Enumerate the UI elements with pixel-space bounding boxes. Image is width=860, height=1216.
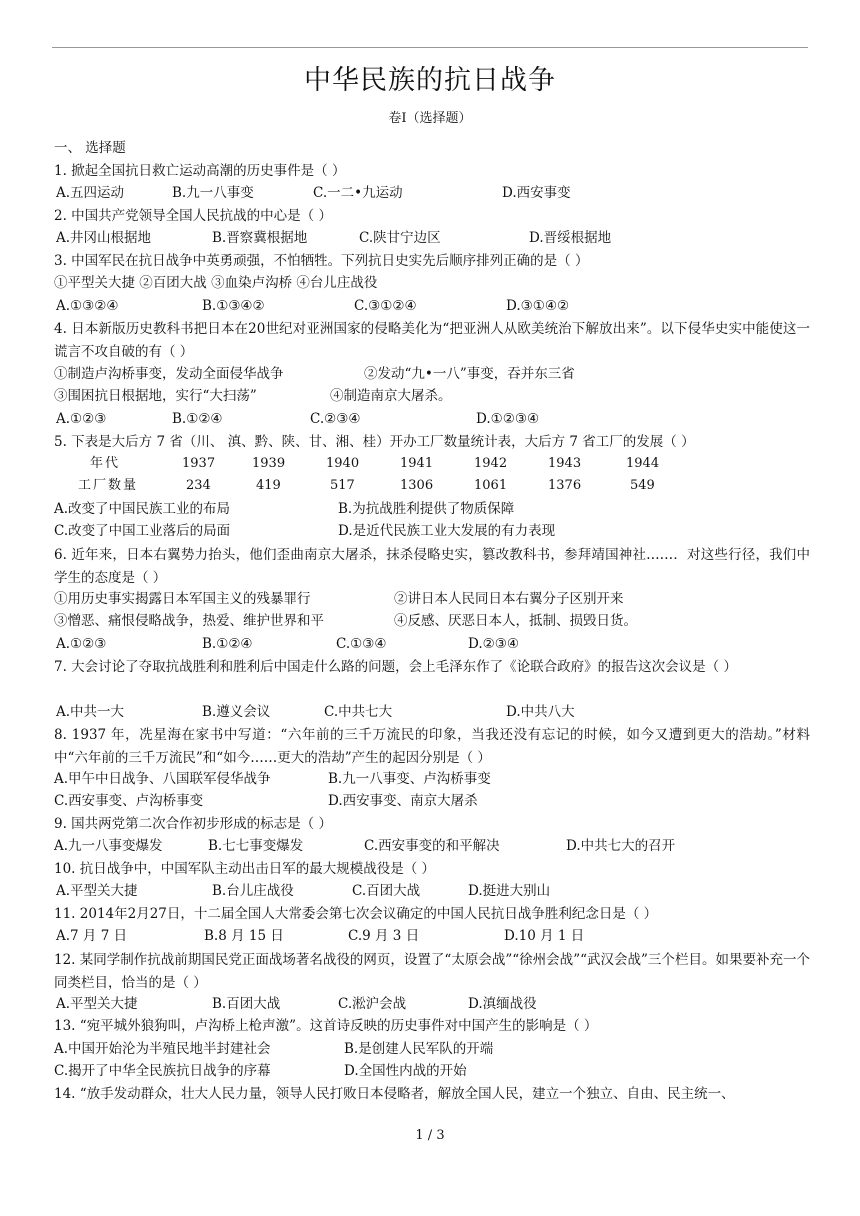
question-5-stem: 5. 下表是大后方 7 省（川、 滇、黔、陕、甘、湘、桂）开办工厂数量统计表，大后方 7 省工厂的发展（ ） [54, 434, 695, 450]
option-a: A.五四运动 [56, 185, 125, 201]
question-12-options [54, 994, 810, 1014]
page-number: 1 / 3 [415, 1128, 445, 1143]
question-4-items-row-2 [54, 386, 810, 406]
table-cell: 1942 [474, 456, 508, 471]
question-8-options-row-2 [54, 791, 810, 811]
question-1-options [54, 183, 810, 203]
option-b: B.是创建人民军队的开端 [344, 1041, 494, 1057]
table-header-counts: 工厂数量 [78, 478, 139, 493]
option-d: D.是近代民族工业大发展的有力表现 [338, 523, 556, 539]
option-d: D.②③④ [468, 636, 519, 652]
option-d: D.中共八大 [506, 704, 575, 720]
question-4-items-row-1 [54, 364, 810, 384]
question-7-stem: 7. 大会讨论了夺取抗战胜利和胜利后中国走什么路的问题，会上毛泽东作了《论联合政府》的报告这次会议是（ ） [54, 659, 737, 675]
question-9-stem: 9. 国共两党第二次合作初步形成的标志是（ ） [54, 816, 332, 832]
document-title: 中华民族的抗日战争 [304, 65, 556, 96]
question-5-options-row-2 [54, 521, 810, 541]
section-heading: 一、 选择题 [54, 140, 126, 156]
item-3: ③围困抗日根据地，实行“大扫荡” [54, 388, 257, 404]
table-cell: 1306 [400, 478, 434, 493]
option-c: C.中共七大 [324, 704, 393, 720]
option-c: C.一二•九运动 [313, 185, 403, 201]
option-a: A.中国开始沦为半殖民地半封建社会 [54, 1041, 271, 1057]
option-c: C.西安事变、卢沟桥事变 [54, 793, 204, 809]
question-6-options [54, 634, 810, 654]
question-11-options [54, 926, 810, 946]
table-cell: 1937 [182, 456, 216, 471]
table-cell: 1943 [548, 456, 582, 471]
option-a: A.7 月 7 日 [56, 928, 128, 944]
option-d: D.①②③④ [476, 411, 540, 427]
option-d: D.西安事变、南京大屠杀 [328, 793, 478, 809]
question-6-items-row-2 [54, 611, 810, 631]
table-cell: 1061 [474, 478, 508, 493]
question-10-stem: 10. 抗日战争中，中国军队主动出击日军的最大规模战役是（ ） [54, 861, 436, 877]
option-c: C.揭开了中华全民族抗日战争的序幕 [54, 1063, 271, 1079]
option-b: B.九一八事变、卢沟桥事变 [328, 771, 491, 787]
question-6-stem: 6. 近年来，日本右翼势力抬头，他们歪曲南京大屠杀，抹杀侵略史实，篡改教科书，参拜靖国神社……．对这些行径，我们中学生的态度是（ ） [54, 547, 810, 586]
option-b: B.①②④ [202, 636, 253, 652]
table-cell: 1940 [326, 456, 360, 471]
option-c: C.淞沪会战 [338, 996, 407, 1012]
option-b: B.晋察冀根据地 [212, 230, 308, 246]
question-8-stem: 8. 1937 年，冼星海在家书中写道：“六年前的三千万流民的印象，当我还没有忘记的时候，如今又遭到更大的浩劫。”材料中“六年前的三千万流民”和“如今……更大的浩劫”产生的起因分别是（ ） [54, 727, 810, 766]
header-rule [52, 47, 808, 48]
option-b: B.九一八事变 [172, 185, 254, 201]
question-8-options-row-1 [54, 769, 810, 789]
document-subtitle: 卷Ⅰ（选择题） [388, 111, 472, 126]
option-c: C.③①②④ [354, 298, 417, 314]
option-a: A.中共一大 [56, 704, 125, 720]
option-d: D.晋绥根据地 [529, 230, 612, 246]
item-2: ②讲日本人民同日本右翼分子区别开来 [394, 591, 624, 607]
question-13-stem: 13. “宛平城外狼狗叫，卢沟桥上枪声激”。这首诗反映的历史事件对中国产生的影响是（ ） [54, 1018, 598, 1034]
option-b: B.台儿庄战役 [212, 883, 294, 899]
table-cell: 1944 [626, 456, 660, 471]
question-7-options [54, 702, 810, 722]
option-a: A.平型关大捷 [56, 996, 138, 1012]
question-4-stem: 4. 日本新版历史教科书把日本在20世纪对亚洲国家的侵略美化为“把亚洲人从欧美统治下解放出来”。以下侵华史实中能使这一谎言不攻自破的有（ ） [54, 321, 810, 360]
option-a: A.九一八事变爆发 [54, 838, 163, 854]
option-c: C.改变了中国工业落后的局面 [54, 523, 231, 539]
table-cell: 234 [186, 478, 211, 493]
item-1: ①用历史事实揭露日本军国主义的残暴罪行 [54, 591, 311, 607]
question-6-items-row-1 [54, 589, 810, 609]
option-d: D.西安事变 [502, 185, 571, 201]
table-cell: 1376 [548, 478, 582, 493]
question-3-options [54, 296, 810, 316]
option-c: C.②③④ [310, 411, 361, 427]
option-a: A.①②③ [56, 411, 107, 427]
table-cell: 517 [330, 478, 355, 493]
question-11-stem: 11. 2014年2月27日，十二届全国人大常委会第七次会议确定的中国人民抗日战争胜利纪念日是（ ） [54, 906, 658, 922]
option-a: A.①③②④ [56, 298, 119, 314]
option-c: C.百团大战 [352, 883, 421, 899]
option-b: B.遵义会议 [202, 704, 271, 720]
option-d: D.滇缅战役 [468, 996, 537, 1012]
question-1-stem: 1. 掀起全国抗日救亡运动高潮的历史事件是（ ） [54, 163, 346, 179]
option-d: D.10 月 1 日 [504, 928, 585, 944]
question-14-stem: 14. “放手发动群众，壮大人民力量，领导人民打败日本侵略者，解放全国人民，建立一个独立、自由、民主统一、 [54, 1086, 735, 1102]
option-d: D.③①④② [506, 298, 570, 314]
option-b: B.七七事变爆发 [208, 838, 304, 854]
option-c: C.西安事变的和平解决 [364, 838, 500, 854]
option-a: A.①②③ [56, 636, 107, 652]
option-b: B.百团大战 [212, 996, 281, 1012]
question-10-options [54, 881, 810, 901]
option-c: C.陕甘宁边区 [359, 230, 441, 246]
option-d: D.全国性内战的开始 [344, 1063, 467, 1079]
table-cell: 419 [256, 478, 281, 493]
question-5-options-row-1 [54, 499, 810, 519]
table-row-years [54, 454, 810, 474]
option-b: B.①②④ [172, 411, 223, 427]
item-3: ③憎恶、痛恨侵略战争，热爱、维护世界和平 [54, 613, 324, 629]
option-a: A.改变了中国民族工业的布局 [54, 501, 231, 517]
table-cell: 1939 [252, 456, 286, 471]
question-9-options [54, 836, 810, 856]
option-a: A.井冈山根据地 [56, 230, 152, 246]
item-4: ④制造南京大屠杀。 [330, 388, 452, 404]
option-b: B.①③④② [202, 298, 265, 314]
question-2-options [54, 228, 810, 248]
table-cell: 1941 [400, 456, 434, 471]
table-row-counts [54, 476, 810, 496]
question-13-options-row-2 [54, 1061, 810, 1081]
question-13-options-row-1 [54, 1039, 810, 1059]
table-header-years: 年代 [90, 456, 121, 471]
item-1: ①制造卢沟桥事变，发动全面侵华战争 [54, 366, 284, 382]
option-c: C.9 月 3 日 [348, 928, 420, 944]
question-12-stem: 12. 某同学制作抗战前期国民党正面战场著名战役的网页，设置了“太原会战”“徐州会战”“武汉会战”三个栏目。如果要补充一个同类栏目，恰当的是（ ） [54, 952, 810, 991]
option-a: A.甲午中日战争、八国联军侵华战争 [54, 771, 271, 787]
question-2-stem: 2. 中国共产党领导全国人民抗战的中心是（ ） [54, 208, 332, 224]
item-4: ④反感、厌恶日本人，抵制、损毁日货。 [394, 613, 637, 629]
option-d: D.中共七大的召开 [566, 838, 676, 854]
option-a: A.平型关大捷 [56, 883, 138, 899]
question-3-items: ①平型关大捷 ②百团大战 ③血染卢沟桥 ④台儿庄战役 [54, 275, 378, 291]
option-b: B.8 月 15 日 [204, 928, 284, 944]
question-3-stem: 3. 中国军民在抗日战争中英勇顽强，不怕牺牲。下列抗日史实先后顺序排列正确的是（ ） [54, 253, 589, 269]
option-b: B.为抗战胜利提供了物质保障 [338, 501, 515, 517]
option-c: C.①③④ [336, 636, 387, 652]
option-d: D.挺进大别山 [468, 883, 551, 899]
table-cell: 549 [630, 478, 655, 493]
item-2: ②发动“九•一八”事变，吞并东三省 [364, 366, 575, 382]
question-4-options [54, 409, 810, 429]
